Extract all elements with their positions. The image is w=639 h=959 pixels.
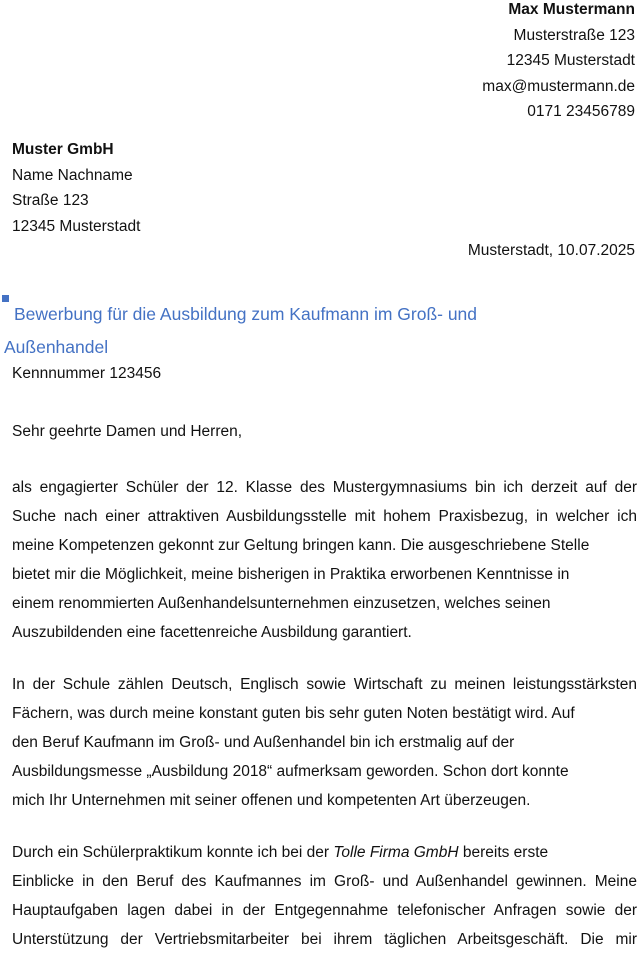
subject-line-1: Bewerbung für die Ausbildung zum Kaufmann im Groß- und: [14, 304, 478, 324]
paragraph-line: einem renommierten Außenhandelsunternehmen einzusetzen, welches seinen: [12, 595, 551, 612]
sender-phone: 0171 23456789: [527, 103, 635, 120]
paragraph-line: In der Schule zählen Deutsch, Englisch sowie Wirtschaft zu meinen leistungsstärksten: [12, 676, 637, 693]
paragraph-internship: [12, 843, 637, 959]
paragraph-school: [12, 675, 637, 820]
paragraph-line: als engagierter Schüler der 12. Klasse des Mustergymnasiums bin ich derzeit auf der: [12, 479, 637, 496]
paragraph-line: Ausbildungsmesse „Ausbildung 2018“ aufmerksam geworden. Schon dort konnte: [12, 763, 569, 780]
paragraph-line: mich Ihr Unternehmen mit seiner offenen und kompetenten Art überzeugen.: [12, 792, 531, 809]
paragraph-line: Suche nach einer attraktiven Ausbildungsstelle mit hohem Praxisbezug, in welcher ich: [12, 508, 637, 525]
paragraph-line: bietet mir die Möglichkeit, meine bisherigen in Praktika erworbenen Kenntnisse in: [12, 566, 570, 583]
paragraph-text: Durch ein Schülerpraktikum konnte ich bei der: [12, 844, 334, 861]
recipient-street: Straße 123: [12, 192, 89, 209]
subject-heading: [4, 298, 624, 364]
sender-name: Max Mustermann: [508, 1, 635, 18]
sender-city: 12345 Musterstadt: [506, 52, 635, 69]
paragraph-line: [12, 843, 637, 872]
recipient-contact: Name Nachname: [12, 166, 133, 184]
paragraph-line: Hauptaufgaben lagen dabei in der Entgegennahme telefonischer Anfragen sowie der: [12, 902, 637, 919]
subject-line-2: Außenhandel: [4, 337, 109, 357]
reference-number: Kennnummer 123456: [12, 365, 162, 382]
paragraph-line: den Beruf Kaufmann im Groß- und Außenhandel bin ich erstmalig auf der: [12, 734, 515, 751]
salutation: Sehr geehrte Damen und Herren,: [12, 423, 243, 440]
paragraph-text: bereits erste: [458, 844, 549, 861]
paragraph-line: Fächern, was durch meine konstant guten bis sehr guten Noten bestätigt wird. Auf: [12, 705, 575, 722]
recipient-address-block: [12, 140, 140, 242]
sender-address-block: [482, 0, 635, 128]
sender-email: max@mustermann.de: [482, 77, 635, 95]
paragraph-line: Unterstützung der Vertriebsmitarbeiter bei ihrem täglichen Arbeitsgeschäft. Die mir: [12, 931, 637, 948]
paragraph-line: Auszubildenden eine facettenreiche Ausbildung garantiert.: [12, 624, 412, 641]
paragraph-line: meine Kompetenzen gekonnt zur Geltung bringen kann. Die ausgeschriebene Stelle: [12, 537, 590, 554]
letter-date: Musterstadt, 10.07.2025: [467, 242, 635, 259]
recipient-company: Muster GmbH: [12, 141, 114, 158]
paragraph-intro: [12, 478, 637, 652]
sender-street: Musterstraße 123: [513, 26, 635, 44]
company-name-italic: Tolle Firma GmbH: [333, 844, 459, 861]
paragraph-line: Einblicke in den Beruf des Kaufmannes im Groß- und Außenhandel gewinnen. Meine: [12, 873, 637, 890]
recipient-city: 12345 Musterstadt: [12, 217, 141, 235]
